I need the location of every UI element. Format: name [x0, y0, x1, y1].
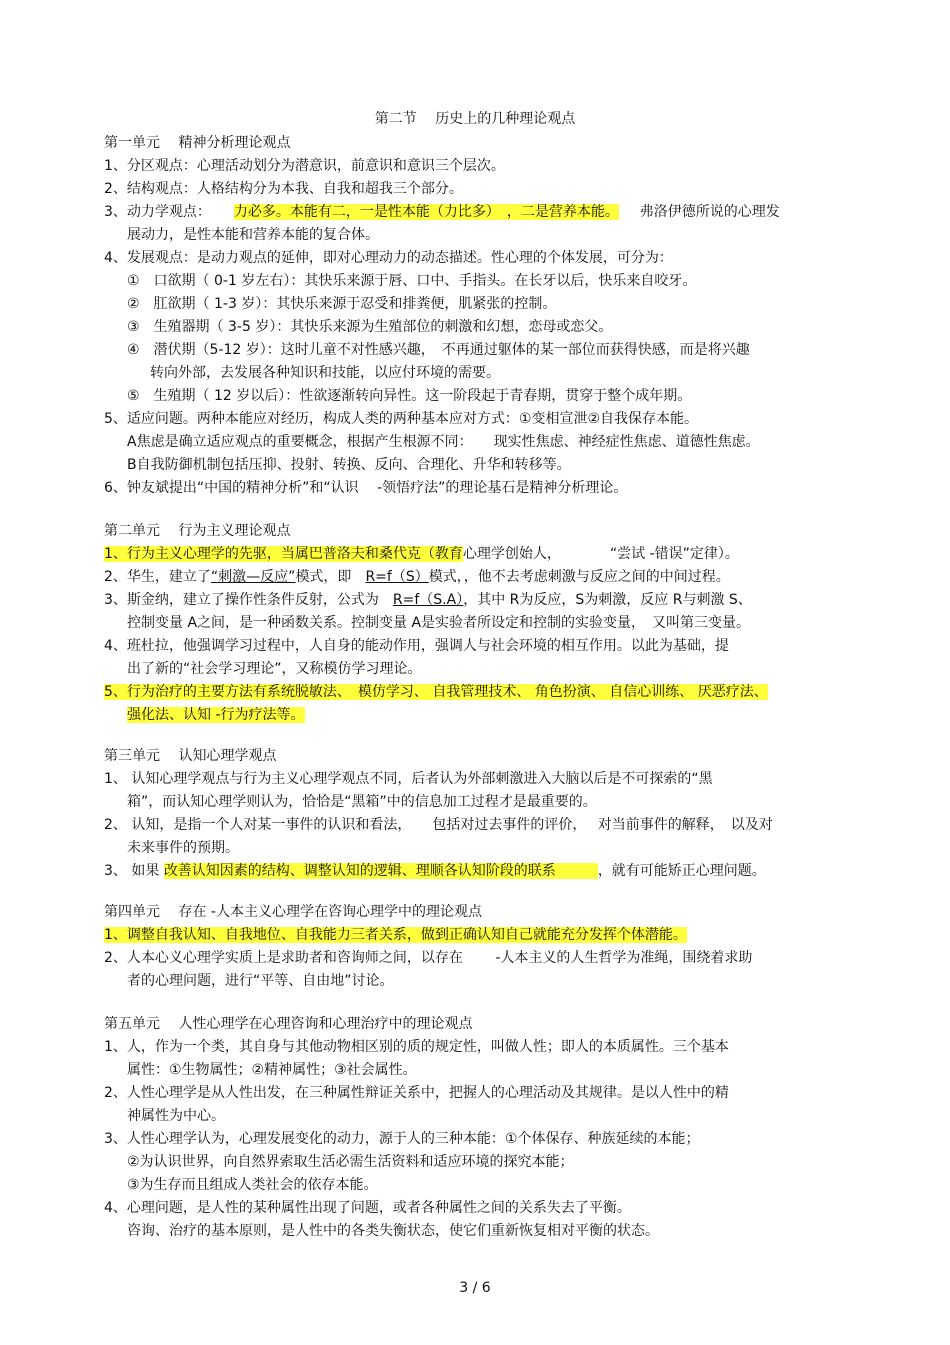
paragraph-line: 未来事件的预期。 [127, 840, 239, 856]
text-run: 3、斯金纳，建立了操作性条件反射，公式为 [104, 592, 393, 608]
paragraph-line: 神属性为中心。 [127, 1108, 225, 1124]
paragraph-line: 箱”，而认知心理学则认为，恰恰是“黑箱”中的信息加工过程才是最重要的。 [127, 794, 597, 810]
paragraph-line: 2、人性心理学是从人性出发，在三种属性辩证关系中，把握人的心理活动及其规律。是以人性中的精 [104, 1085, 729, 1101]
underlined-formula: R=f（S） [365, 569, 429, 585]
paragraph-line: 4、班杜拉，他强调学习过程中，人自身的能动作用，强调人与社会环境的相互作用。以此为基础，提 [104, 638, 729, 654]
paragraph-line: 2、 认知，是指一个人对某一事件的认识和看法， 包括对过去事件的评价， 对当前事件的解释， 以及对 [104, 817, 773, 833]
text-run: ，就有可能矫正心理问题。 [597, 863, 766, 879]
list-item-continuation: 转向外部，去发展各种知识和技能，以应付环境的需要。 [150, 365, 500, 381]
unit-heading: 第四单元 存在 -人本主义心理学在咨询心理学中的理论观点 [104, 904, 482, 920]
paragraph-line: 出了新的“社会学习理论”，又称模仿学习理论。 [127, 661, 422, 677]
paragraph-line: 5、适应问题。两种本能应对经历，构成人类的两种基本应对方式：①变相宣泄②自我保存本能。 [104, 411, 699, 427]
text-run: 模式，，他不去考虑刺激与反应之间的中间过程。 [428, 569, 730, 585]
unit-heading: 第三单元 认知心理学观点 [104, 748, 277, 764]
paragraph-line: 咨询、治疗的基本原则，是人性中的各类失衡状态，使它们重新恢复相对平衡的状态。 [127, 1223, 659, 1239]
text-run: 模式，即 [295, 569, 366, 585]
paragraph-line: 2、结构观点：人格结构分为本我、自我和超我三个部分。 [104, 181, 463, 197]
list-item: ④ 潜伏期（5-12 岁）：这时儿童不对性感兴趣， 不再通过躯体的某一部位而获得快感，而是将兴趣 [127, 342, 750, 358]
text-run: ，其中 R为反应，S为刺激，反应 R与刺激 S、 [463, 592, 752, 608]
paragraph-line: 1、分区观点：心理活动划分为潜意识，前意识和意识三个层次。 [104, 158, 505, 174]
section-title: 第二节 历史上的几种理论观点 [374, 111, 576, 127]
page-number: 3 / 6 [459, 1280, 491, 1296]
paragraph-line: 4、发展观点：是动力观点的延伸，即对心理动力的动态描述。性心理的个体发展，可分为： [104, 250, 673, 266]
paragraph-line [104, 682, 768, 702]
paragraph-line [104, 567, 730, 587]
list-item: ③ 生殖器期（ 3-5 岁）：其快乐来源为生殖部位的刺激和幻想，恋母或恋父。 [127, 319, 613, 335]
paragraph-line: 者的心理问题，进行“平等、自由地”讨论。 [127, 973, 394, 989]
paragraph-line: 1、 认知心理学观点与行为主义心理学观点不同，后者认为外部刺激进入大脑以后是不可探索的“黑 [104, 771, 713, 787]
text-run: 2、华生，建立了 [104, 569, 211, 585]
text-run: 3、动力学观点： [104, 204, 211, 220]
highlighted-text: 强化法、认知 -行为疗法等。 [127, 707, 305, 723]
paragraph-line [104, 202, 780, 222]
paragraph-line: B自我防御机制包括压抑、投射、转换、反向、合理化、升华和转移等。 [127, 457, 571, 473]
paragraph-line [104, 544, 739, 564]
paragraph-line: 2、人本心义心理学实质上是求助者和咨询师之间，以存在 -人本主义的人生哲学为准绳，围绕着求助 [104, 950, 753, 966]
highlighted-text: 5、行为治疗的主要方法有系统脱敏法、 模仿学习、 自我管理技术、 角色扮演、 自信心训练、 厌恶疗法、 [104, 684, 768, 700]
underlined-formula: R=f（S.A） [392, 592, 464, 608]
paragraph-line: A焦虑是确立适应观点的重要概念，根据产生根源不同： 现实性焦虑、神经症性焦虑、道德性焦虑。 [127, 434, 760, 450]
paragraph-line [127, 705, 305, 725]
list-item: ⑤ 生殖期（ 12 岁以后）：性欲逐渐转向异性。这一阶段起于青春期，贯穿于整个成年期。 [127, 388, 692, 404]
list-item: ② 肛欲期（ 1-3 岁）：其快乐来源于忍受和排粪便，肌紧张的控制。 [127, 296, 557, 312]
text-run: 心理学创始人， “尝试 -错误”定律）。 [462, 546, 739, 562]
highlighted-text: 1、行为主义心理学的先驱，当属巴普洛夫和桑代克（教育 [104, 546, 463, 562]
paragraph-line: 控制变量 A之间，是一种函数关系。控制变量 A是实验者所设定和控制的实验变量， 又叫第三变量。 [127, 615, 751, 631]
paragraph-line: ③为生存而且组成人类社会的依存本能。 [127, 1177, 378, 1193]
paragraph-line: 属性：①生物属性；②精神属性；③社会属性。 [127, 1062, 417, 1078]
highlighted-text: 1、调整自我认知、自我地位、自我能力三者关系，做到正确认知自己就能充分发挥个体潜能。 [104, 927, 687, 943]
text-run: 3、 如果 [104, 863, 160, 879]
paragraph-line: 3、人性心理学认为，心理发展变化的动力，源于人的三种本能：①个体保存、种族延续的本能； [104, 1131, 700, 1147]
highlighted-text: 力必多。本能有二，一是性本能（力比多） ，二是营养本能。 [233, 204, 619, 220]
paragraph-line [104, 590, 752, 610]
paragraph-line [104, 925, 687, 945]
paragraph-line: 4、心理问题，是人性的某种属性出现了问题，或者各种属性之间的关系失去了平衡。 [104, 1200, 631, 1216]
paragraph-line: ②为认识世界，向自然界索取生活必需生活资料和适应环境的探究本能； [127, 1154, 574, 1170]
paragraph-line [104, 861, 766, 881]
text-run: 弗洛伊德所说的心理发 [639, 204, 780, 220]
list-item: ① 口欲期（ 0-1 岁左右）：其快乐来源于唇、口中、手指头。在长牙以后，快乐来自咬牙。 [127, 273, 697, 289]
paragraph-line: 1、人，作为一个类，其自身与其他动物相区别的质的规定性，叫做人性；即人的本质属性。三个基本 [104, 1039, 729, 1055]
highlighted-text: 改善认知因素的结构、调整认知的逻辑、理顺各认知阶段的联系 [163, 863, 598, 879]
paragraph-line: 展动力，是性本能和营养本能的复合体。 [127, 227, 379, 243]
unit-heading: 第一单元 精神分析理论观点 [104, 135, 291, 151]
paragraph-line: 6、钟友斌提出“中国的精神分析”和“认识 -领悟疗法”的理论基石是精神分析理论。 [104, 480, 628, 496]
unit-heading: 第五单元 人性心理学在心理咨询和心理治疗中的理论观点 [104, 1016, 473, 1032]
unit-heading: 第二单元 行为主义理论观点 [104, 523, 291, 539]
underlined-text: “刺激—反应” [210, 569, 296, 585]
